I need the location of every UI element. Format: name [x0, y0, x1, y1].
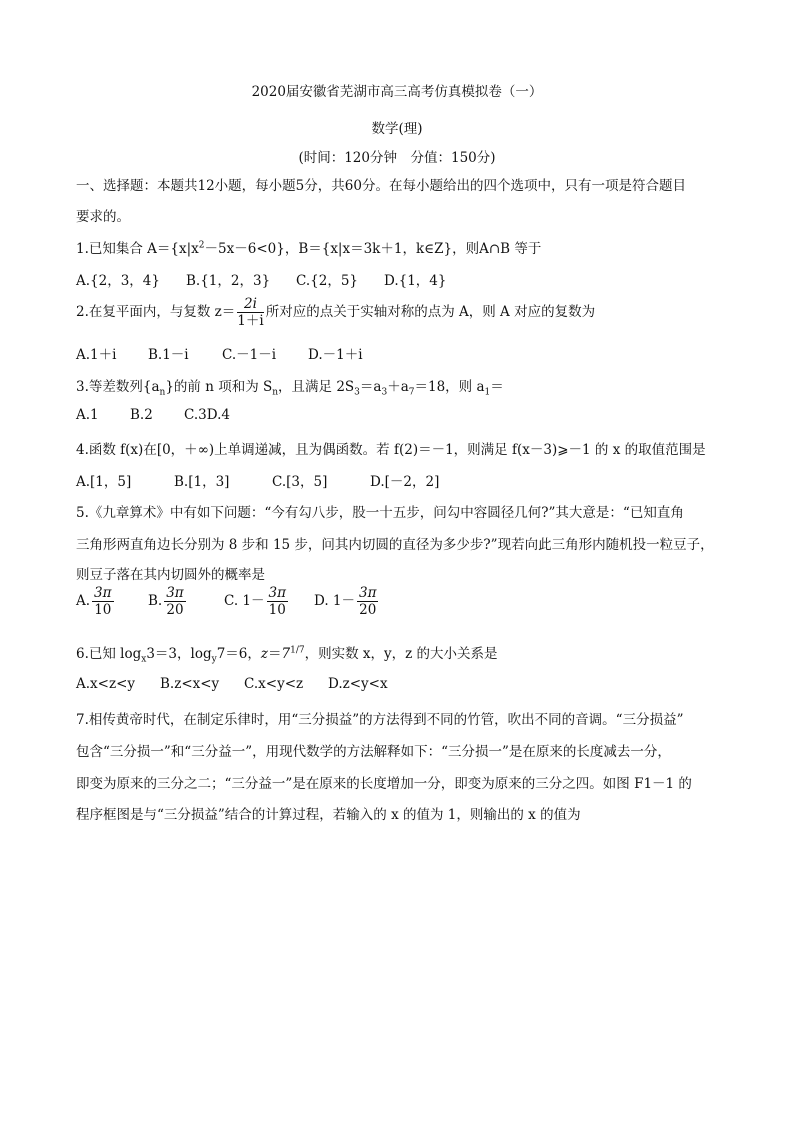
option-b: B.1－i — [148, 347, 189, 363]
question-5: 5.《九章算术》中有如下问题：“今有勾八步，股一十五步，问勾中容圆径几何?”其大意是：“已知直角 — [76, 505, 684, 521]
question-5-cont: 三角形两直角边长分别为 8 步和 15 步，问其内切圆的直径为多少步?”现若向此三角形内随机投一粒豆子， — [76, 537, 714, 553]
question-7: 7.相传黄帝时代，在制定乐律时，用“三分损益”的方法得到不同的竹管，吹出不同的音调。“三分损益” — [76, 712, 684, 728]
question-7-cont: 即变为原来的三分之二；“三分益一”是在原来的长度增加一分，即变为原来的三分之四。如图 F1－1 的 — [76, 776, 692, 792]
question-1-options — [76, 269, 447, 289]
option-b: B. $\frac{3\pi}{20}$ — [148, 585, 184, 618]
fraction: $\frac{2i}{1+i}$ — [237, 296, 264, 329]
option-c: C.[3，5] — [272, 474, 328, 490]
fraction: $\frac{3\pi}{20}$ — [359, 585, 377, 618]
question-1: 1.已知集合 $A=\{x|x^2-5x-6<0\}$，B＝{x|x＝3k＋1，k∈Z}，则A∩B 等于 — [76, 240, 542, 257]
question-7-cont: 包含“三分损一”和“三分益一”，用现代数学的方法解释如下：“三分损一”是在原来的长度减去一分， — [76, 744, 671, 760]
option-c: C.－1－i — [222, 347, 277, 363]
question-3: 3.等差数列$\{a_n\}$的前 n 项和为 $S_n$，且满足 $2S_3=a_3+a_7=18$，则 $a_1=$ — [76, 379, 504, 398]
exam-title: 2020届安徽省芜湖市高三高考仿真模拟卷（一） — [251, 84, 543, 100]
fraction: $\frac{3\pi}{20}$ — [166, 585, 184, 618]
section-heading-cont: 要求的。 — [76, 209, 130, 225]
option-d: D.－1＋i — [308, 347, 363, 363]
option-b: B.{1，2，3} — [186, 273, 271, 289]
fraction: $\frac{3\pi}{10}$ — [268, 585, 286, 618]
option-b: B.z<x<y — [160, 676, 220, 692]
option-a: A.1 — [76, 407, 99, 423]
option-c: C.{2，5} — [296, 273, 358, 289]
exam-meta: (时间：120分钟 分值：150分) — [298, 150, 496, 166]
question-2: 2.在复平面内，与复数 z＝ $\frac{2i}{1+i}$ 所对应的点关于实轴对称的点为 A，则 A 对应的复数为 — [76, 296, 596, 329]
option-d: D.z<y<x — [328, 676, 388, 692]
option-d: D. 1－ $\frac{3\pi}{20}$ — [314, 585, 377, 618]
option-a: A.[1，5] — [76, 474, 132, 490]
question-5-options — [76, 585, 380, 618]
question-7-cont: 程序框图是与“三分损益”结合的计算过程，若输入的 x 的值为 1，则输出的 x 的值为 — [76, 807, 581, 823]
question-4: 4.函数 f(x)在[0，＋∞)上单调递减，且为偶函数。若 f(2)＝－1，则满足 f(x－3)⩾－1 的 x 的取值范围是 — [76, 442, 706, 458]
question-2-options — [76, 343, 363, 363]
section-heading: 一、选择题：本题共12小题，每小题5分，共60分。在每小题给出的四个选项中，只有一项是符合题目 — [76, 178, 686, 194]
fraction: $\frac{3\pi}{10}$ — [94, 585, 112, 618]
question-3-options — [76, 407, 230, 423]
question-6-options — [76, 676, 388, 692]
option-a: A.1＋i — [76, 347, 117, 363]
exam-subject: 数学(理) — [371, 121, 423, 137]
option-d: D.{1，4} — [384, 273, 447, 289]
question-5-cont: 则豆子落在其内切圆外的概率是 — [76, 567, 265, 583]
option-cd: C.3D.4 — [184, 407, 230, 423]
question-6: 6.已知 $\log_x3=3$，$\log_y7=6$，$z=7^{1/7}$，则实数 x，y，z 的大小关系是 — [76, 645, 498, 665]
option-c: C.x<y<z — [244, 676, 304, 692]
option-b: B.[1，3] — [174, 474, 230, 490]
option-a: A.{2，3，4} — [76, 273, 160, 289]
option-a: A.x<z<y — [76, 676, 136, 692]
option-a: A. $\frac{3\pi}{10}$ — [76, 585, 112, 618]
option-c: C. 1－ $\frac{3\pi}{10}$ — [224, 585, 286, 618]
option-b: B.2 — [130, 407, 153, 423]
question-4-options — [76, 470, 439, 490]
option-d: D.[－2，2] — [370, 474, 440, 490]
